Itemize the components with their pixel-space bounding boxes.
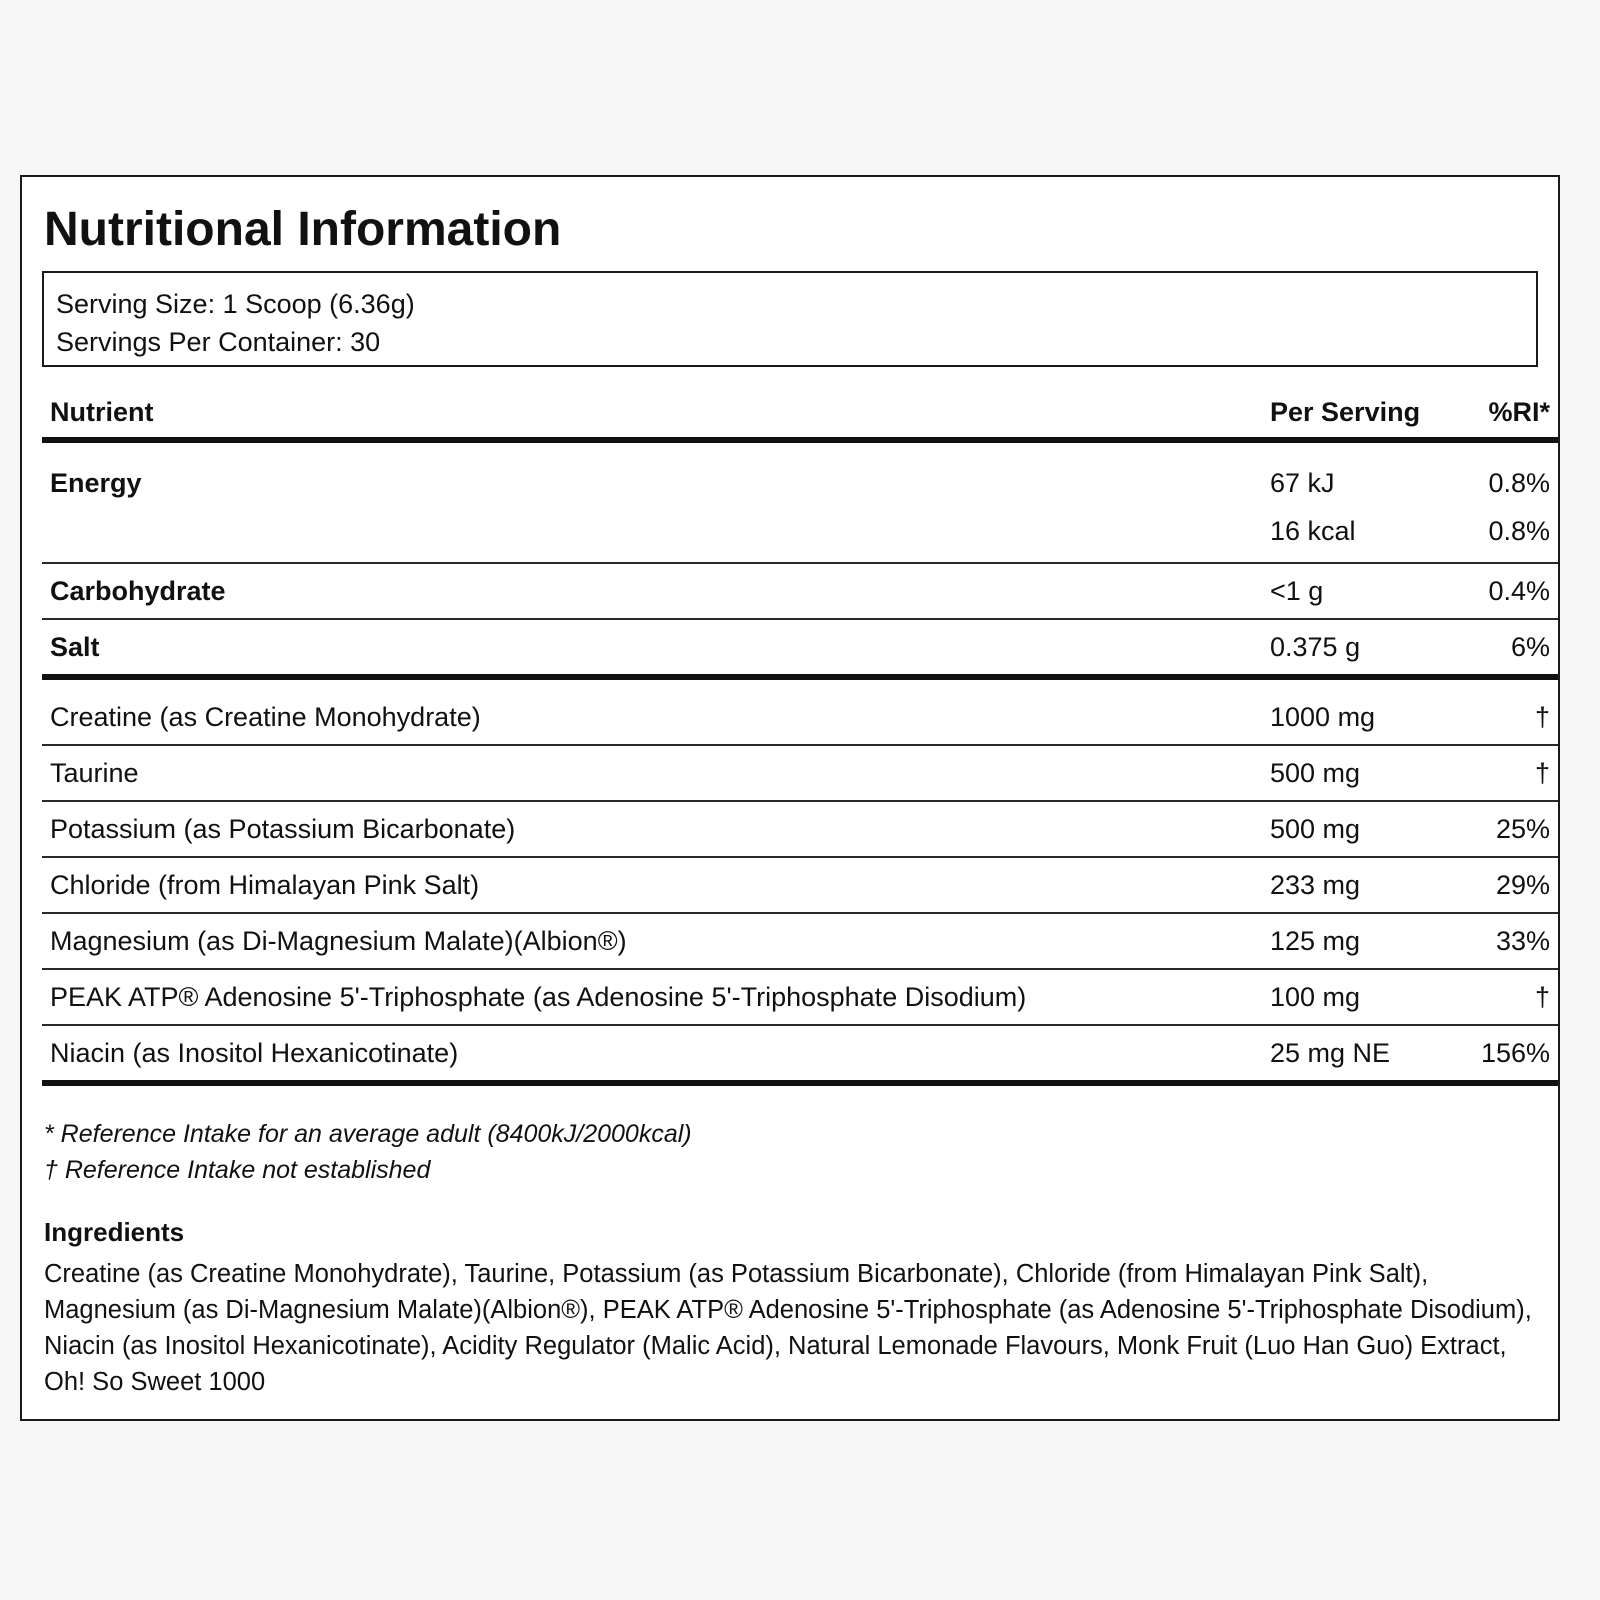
nutrient-ri: † <box>1458 745 1558 801</box>
servings-per-container: Servings Per Container: 30 <box>56 327 381 357</box>
nutrient-ri: 25% <box>1458 801 1558 857</box>
table-row-energy-kj <box>42 440 1558 516</box>
table-row-salt <box>42 619 1558 677</box>
nutrient-ri: 0.8% <box>1488 468 1550 498</box>
nutrient-ri: 0.8% <box>1458 516 1558 563</box>
header-per-serving: Per Serving <box>1262 387 1458 440</box>
header-nutrient: Nutrient <box>42 387 1262 440</box>
nutrient-ri: 29% <box>1458 857 1558 913</box>
nutrient-value: 100 mg <box>1262 969 1458 1025</box>
table-row-energy-kcal <box>42 516 1558 563</box>
nutrient-value: 25 mg NE <box>1262 1025 1458 1083</box>
table-row <box>42 969 1558 1025</box>
table-row <box>42 745 1558 801</box>
nutrient-ri: † <box>1458 677 1558 745</box>
nutrient-name: PEAK ATP® Adenosine 5'-Triphosphate (as Adenosine 5'-Triphosphate Disodium) <box>42 969 1262 1025</box>
nutrient-name: Niacin (as Inositol Hexanicotinate) <box>42 1025 1262 1083</box>
nutrient-name: Energy <box>50 468 142 498</box>
nutrient-ri: † <box>1458 969 1558 1025</box>
nutrient-value: 500 mg <box>1262 801 1458 857</box>
nutrient-name: Carbohydrate <box>42 563 1262 619</box>
nutrient-ri: 0.4% <box>1458 563 1558 619</box>
nutrient-value: 500 mg <box>1262 745 1458 801</box>
ri-footnote: * Reference Intake for an average adult (8400kJ/2000kcal) <box>44 1120 692 1148</box>
nutrient-ri: 156% <box>1458 1025 1558 1083</box>
nutrient-value: 233 mg <box>1262 857 1458 913</box>
nutrient-ri: 33% <box>1458 913 1558 969</box>
ingredients-text: Creatine (as Creatine Monohydrate), Taurine, Potassium (as Potassium Bicarbonate), Chloride (from Himalayan Pink Salt), Magnesium (as Di-Magnesium Malate)(Albion®), PEAK ATP® Adenosine 5'-Triphosphate (as Adenosine 5'-Triphosphate Disodium), Niacin (as Inositol Hexanicotinate), Acidity Regulator (Malic Acid), Natural Lemonade Flavours, Monk Fruit (Luo Han Guo) Extract, Oh! So Sweet 1000 <box>44 1260 1532 1396</box>
table-row-carbohydrate <box>42 563 1558 619</box>
nutrient-value: 1000 mg <box>1262 677 1458 745</box>
nutrient-name: Salt <box>42 619 1262 677</box>
footnotes <box>42 1116 1538 1188</box>
header-ri: %RI* <box>1458 387 1558 440</box>
table-row <box>42 857 1558 913</box>
nutrient-name: Potassium (as Potassium Bicarbonate) <box>42 801 1262 857</box>
page-title: Nutritional Information <box>44 203 562 256</box>
serving-info-box <box>42 271 1538 367</box>
nutrient-name: Taurine <box>42 745 1262 801</box>
nutrition-table <box>42 387 1558 1086</box>
nutrition-panel <box>20 175 1560 1421</box>
nutrient-value: 16 kcal <box>1262 516 1458 563</box>
dagger-footnote: † Reference Intake not established <box>44 1156 431 1184</box>
nutrient-name <box>42 516 1262 563</box>
ingredients-title: Ingredients <box>44 1217 185 1247</box>
nutrient-value: 0.375 g <box>1262 619 1458 677</box>
nutrient-value: 125 mg <box>1262 913 1458 969</box>
table-header-row <box>42 387 1558 440</box>
nutrient-name: Creatine (as Creatine Monohydrate) <box>42 677 1262 745</box>
table-row <box>42 801 1558 857</box>
nutrient-ri: 6% <box>1458 619 1558 677</box>
table-row <box>42 1025 1558 1083</box>
serving-size: Serving Size: 1 Scoop (6.36g) <box>56 289 415 319</box>
nutrient-value: <1 g <box>1262 563 1458 619</box>
nutrient-value: 67 kJ <box>1270 468 1335 498</box>
table-row <box>42 913 1558 969</box>
table-row <box>42 677 1558 745</box>
nutrient-name: Magnesium (as Di-Magnesium Malate)(Albion®) <box>42 913 1262 969</box>
nutrient-name: Chloride (from Himalayan Pink Salt) <box>42 857 1262 913</box>
